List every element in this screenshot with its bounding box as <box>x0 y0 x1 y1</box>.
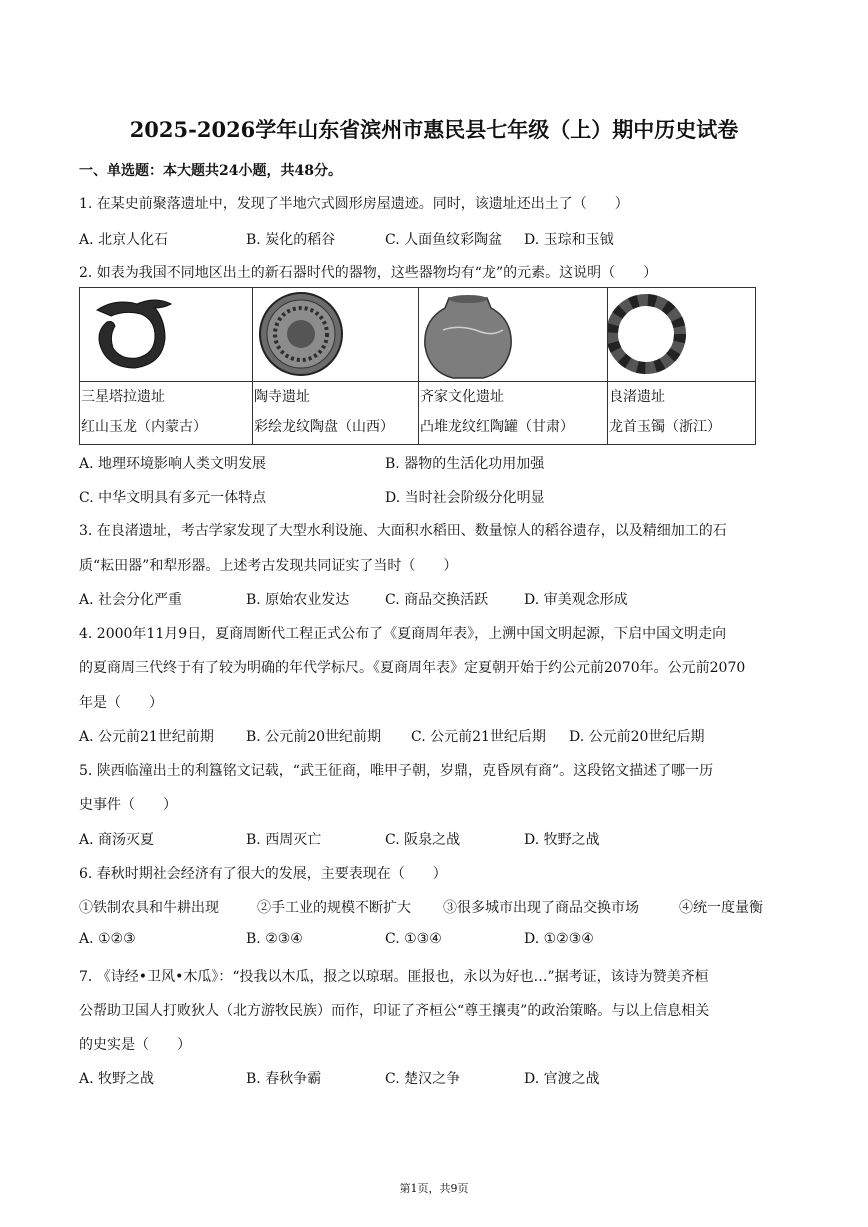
relic-caption-cell <box>419 382 608 445</box>
relic-site: 三星塔拉遗址 <box>81 389 165 405</box>
relic-item: 龙首玉镯（浙江） <box>609 419 721 435</box>
option-d: D. ①②③④ <box>524 931 594 947</box>
option-d: D. 公元前20世纪后期 <box>569 729 705 745</box>
option-b: B. 炭化的稻谷 <box>246 232 336 248</box>
question-1-stem: 1. 在某史前聚落遗址中，发现了半地穴式圆形房屋遗迹。同时，该遗址还出土了（ ） <box>79 196 629 212</box>
relic-site: 良渚遗址 <box>609 389 665 405</box>
statement-3: ③很多城市出现了商品交换市场 <box>443 900 639 916</box>
statement-4: ④统一度量衡 <box>679 900 763 916</box>
jade-dragon-image <box>85 290 185 380</box>
relics-table <box>79 287 756 445</box>
option-d: D. 牧野之战 <box>524 832 600 848</box>
option-d: D. 审美观念形成 <box>524 592 628 608</box>
option-b: B. 西周灭亡 <box>246 832 322 848</box>
option-a: A. 公元前21世纪前期 <box>79 729 214 745</box>
relic-image-cell <box>608 288 756 382</box>
question-7-stem-cont: 公帮助卫国人打败狄人（北方游牧民族）而作，印证了齐桓公“尊王攘夷”的政治策略。与以上信息相关 <box>79 1003 710 1019</box>
painted-plate-image <box>255 290 355 380</box>
option-d: D. 当时社会阶级分化明显 <box>385 490 545 506</box>
question-7-stem: 7. 《诗经•卫风•木瓜》：“投我以木瓜，报之以琼琚。匪报也，永以为好也…”据考证，该诗为赞美齐桓 <box>79 969 709 985</box>
option-c: C. 中华文明具有多元一体特点 <box>79 490 267 506</box>
question-5-stem: 5. 陕西临潼出土的利簋铭文记载，“武王征商，唯甲子朝，岁鼎，克昏夙有商”。这段铭文描述了哪一历 <box>79 763 714 779</box>
page-title: 2025-2026学年山东省滨州市惠民县七年级（上）期中历史试卷 <box>129 117 739 142</box>
section-heading: 一、单选题：本大题共24小题，共48分。 <box>79 163 342 179</box>
option-c: C. 阪泉之战 <box>385 832 461 848</box>
page-footer: 第1页，共9页 <box>399 1182 469 1195</box>
relic-site: 陶寺遗址 <box>254 389 310 405</box>
question-4-stem-cont: 的夏商周三代终于有了较为明确的年代学标尺。《夏商周年表》定夏朝开始于约公元前2070年。公元前2070 <box>79 660 746 676</box>
relic-site: 齐家文化遗址 <box>420 389 504 405</box>
relic-item: 彩绘龙纹陶盘（山西） <box>254 419 394 435</box>
jade-bracelet-image <box>608 290 708 380</box>
option-a: A. 牧野之战 <box>79 1071 155 1087</box>
relic-item: 红山玉龙（内蒙古） <box>81 419 207 435</box>
option-a: A. 地理环境影响人类文明发展 <box>79 456 267 472</box>
option-c: C. 公元前21世纪后期 <box>411 729 546 745</box>
statement-2: ②手工业的规模不断扩大 <box>257 900 411 916</box>
relic-item: 凸堆龙纹红陶罐（甘肃） <box>420 419 574 435</box>
relic-image-cell <box>80 288 253 382</box>
pottery-jar-image <box>421 290 521 380</box>
option-c: C. 楚汉之争 <box>385 1071 461 1087</box>
option-a: A. 北京人化石 <box>79 232 169 248</box>
question-3-stem-cont: 质“耘田器”和犁形器。上述考古发现共同证实了当时（ ） <box>79 558 458 574</box>
option-d: D. 官渡之战 <box>524 1071 600 1087</box>
relic-image-cell <box>419 288 608 382</box>
relic-caption-cell <box>80 382 253 445</box>
option-c: C. 商品交换活跃 <box>385 592 489 608</box>
relic-caption-cell <box>608 382 756 445</box>
question-7-stem-cont: 的史实是（ ） <box>79 1037 191 1053</box>
question-2-stem: 2. 如表为我国不同地区出土的新石器时代的器物，这些器物均有“龙”的元素。这说明（ ） <box>79 265 658 281</box>
question-6-stem: 6. 春秋时期社会经济有了很大的发展，主要表现在（ ） <box>79 866 447 882</box>
question-3-stem: 3. 在良渚遗址，考古学家发现了大型水利设施、大面积水稻田、数量惊人的稻谷遗存，以及精细加工的石 <box>79 523 727 539</box>
relic-caption-cell <box>253 382 419 445</box>
option-b: B. 春秋争霸 <box>246 1071 322 1087</box>
option-b: B. 公元前20世纪前期 <box>246 729 382 745</box>
option-a: A. 商汤灭夏 <box>79 832 155 848</box>
option-b: B. ②③④ <box>246 931 303 947</box>
question-5-stem-cont: 史事件（ ） <box>79 797 177 813</box>
relic-image-cell <box>253 288 419 382</box>
option-b: B. 原始农业发达 <box>246 592 350 608</box>
option-a: A. 社会分化严重 <box>79 592 183 608</box>
question-4-stem: 4. 2000年11月9日，夏商周断代工程正式公布了《夏商周年表》，上溯中国文明起源，下启中国文明走向 <box>79 626 727 642</box>
statement-1: ①铁制农具和牛耕出现 <box>79 900 219 916</box>
question-4-stem-cont: 年是（ ） <box>79 695 163 711</box>
option-a: A. ①②③ <box>79 931 136 947</box>
option-c: C. ①③④ <box>385 931 442 947</box>
option-c: C. 人面鱼纹彩陶盆 <box>385 232 503 248</box>
option-b: B. 器物的生活化功用加强 <box>385 456 545 472</box>
option-d: D. 玉琮和玉钺 <box>524 232 614 248</box>
